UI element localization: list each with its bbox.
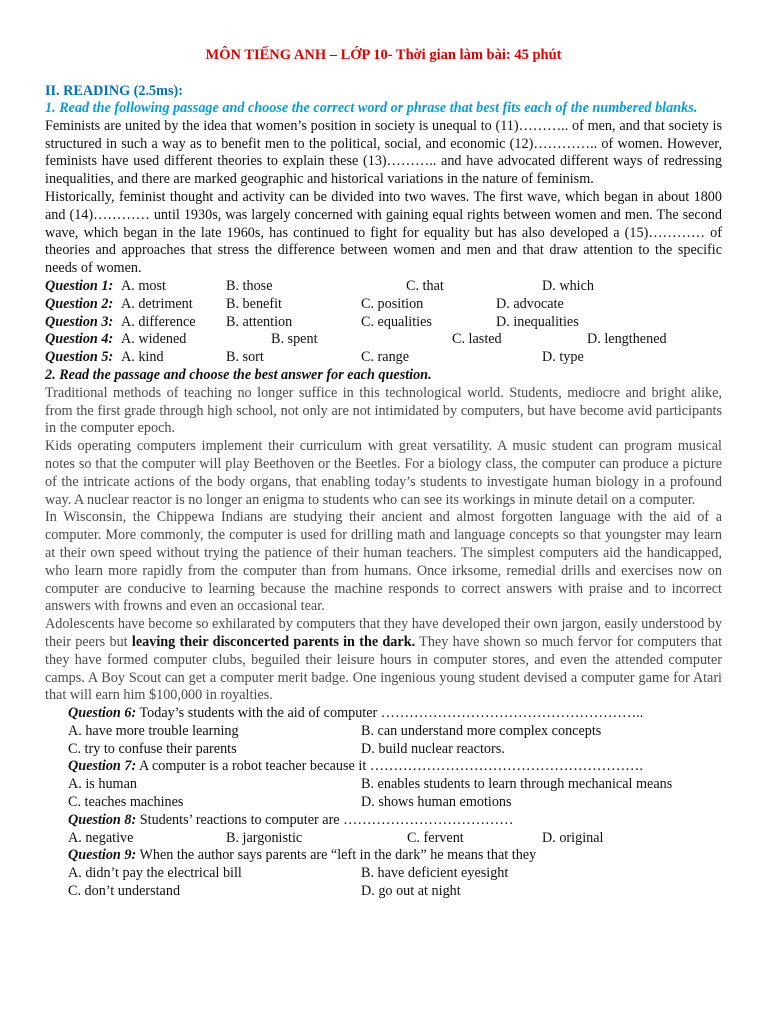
option-row [68,865,722,883]
part1-instruction [45,100,722,118]
option-d[interactable]: D. inequalities [496,313,579,330]
question-text: When the author says parents are “left in the dark” he means that they [136,847,537,864]
option-a[interactable]: A. have more trouble learning [68,722,239,739]
passage2-paragraph: Traditional methods of teaching no longer suffice in this technological world. Students, mediocre and bright alike, from the first grade through high school, not only are not intimidated by computers, but have become avid participants in the computer epoch. [45,384,722,437]
exam-title: MÔN TIẾNG ANH – LỚP 10- Thời gian làm bài: 45 phút [205,47,562,63]
question-label: Question 4: [45,331,114,348]
option-c[interactable]: C. equalities [361,313,432,330]
paragraph-text: Adolescents have become so exhilarated by computers that they have developed their own jargon, easily understood by their peers but [45,616,722,650]
option-row [68,723,722,741]
question-row [45,296,722,314]
option-d[interactable]: D. which [542,277,595,294]
option-d[interactable]: D. original [542,829,604,846]
option-a[interactable]: A. widened [121,331,187,348]
question-row [45,278,722,296]
question-label: Question 5: [45,349,114,366]
passage2-paragraph: Kids operating computers implement their curriculum with great versatility. A music student can program musical notes so that the computer will play Beethoven or the Beetles. For a biology class, the computer can produce a picture of the intricate actions of the body organs, that enabling today’s students to investigate human biology in a profound way. A nuclear reactor is no longer an enigma to students who can see its workings in minute detail on a computer. [45,438,722,508]
option-c[interactable]: C. that [406,277,444,294]
option-a[interactable]: A. difference [121,313,196,330]
option-b[interactable]: B. have deficient eyesight [361,865,509,882]
option-d[interactable]: D. shows human emotions [361,794,512,811]
part1-instruction-text: Read the following passage and choose the correct word or phrase that best fits each of the numbered blanks. [59,100,698,116]
option-c[interactable]: C. try to confuse their parents [68,740,237,757]
paragraph-text: They have shown so much fervor for computers that they have formed computer clubs, beguiled their leisure hours in computer stores, and even the attended computer camps. A Boy Scout can get a computer merit badge. One ingenious young student devised a computer game for Atari that will earn him $100,000 in royalties. [45,633,723,704]
question-row [45,331,722,349]
option-row [68,741,722,759]
option-a[interactable]: A. most [121,277,166,294]
option-b[interactable]: B. jargonistic [226,829,303,846]
option-c[interactable]: C. teaches machines [68,794,184,811]
part1-instruction-number: 1. [45,100,56,116]
option-b[interactable]: B. sort [226,349,264,366]
option-c[interactable]: C. fervent [407,829,464,846]
question-label: Question 2: [45,295,114,312]
question-text: Today’s students with the aid of computer ……………………………………………….. [136,705,644,722]
option-row [68,794,722,812]
question-row [45,349,722,367]
question-text: Students’ reactions to computer are ……………………………… [136,811,514,828]
option-a[interactable]: A. detriment [121,295,193,312]
option-a[interactable]: A. is human [68,776,137,793]
question-label: Question 8: [68,811,137,828]
question-label: Question 6: [68,705,137,722]
option-a[interactable]: A. didn’t pay the electrical bill [68,865,242,882]
option-b[interactable]: B. attention [226,313,293,330]
question-stem [68,705,722,723]
option-d[interactable]: D. go out at night [361,883,461,900]
question-label: Question 7: [68,758,137,775]
option-d[interactable]: D. build nuclear reactors. [361,740,505,757]
option-b[interactable]: B. spent [271,331,318,348]
option-b[interactable]: B. benefit [226,295,282,312]
option-c[interactable]: C. lasted [452,331,502,348]
exam-page [45,47,722,901]
question-stem [68,758,722,776]
passage2-paragraph: In Wisconsin, the Chippewa Indians are studying their ancient and almost forgotten language with the aid of a computer. More commonly, the computer is used for drilling math and language concepts so that youngster may learn at their own speed without trying the patience of their human teachers. The simplest computers aid the handicapped, who learn more rapidly from the computer than from humans. Once irksome, remedial drills and exercises now on computer are conducive to learning because the machine responds to correct answers with praise and to incorrect answers with frowns and even an occasional tear. [45,509,722,615]
question-label: Question 9: [68,847,137,864]
option-row [68,830,722,848]
option-b[interactable]: B. can understand more complex concepts [361,722,602,739]
option-c[interactable]: C. range [361,349,410,366]
option-c[interactable]: C. position [361,295,424,312]
option-d[interactable]: D. type [542,349,584,366]
option-b[interactable]: B. those [226,277,273,294]
option-d[interactable]: D. lengthened [587,331,667,348]
option-row [68,776,722,794]
question-label: Question 1: [45,277,114,294]
question-row [45,314,722,332]
question-stem [68,812,722,830]
option-c[interactable]: C. don’t understand [68,883,181,900]
option-row [68,883,722,901]
question-stem [68,847,722,865]
highlighted-phrase: leaving their disconcerted parents in the dark. [131,633,416,650]
passage1-paragraph: Historically, feminist thought and activity can be divided into two waves. The first wave, which began in about 1800 and (14)………… until 1930s, was largely concerned with gaining equal rights between women and men. The second wave, which began in the late 1960s, has continued to fight for equality but has also developed a (15)………… of theories and approaches that stress the difference between women and men and that draw attention to the specific needs of women. [45,188,722,277]
question-label: Question 3: [45,313,114,330]
passage2-paragraph [45,616,722,705]
part2-instruction: 2. Read the passage and choose the best answer for each question. [45,366,432,383]
section-heading: II. READING (2.5ms): [45,83,183,99]
option-a[interactable]: A. kind [121,349,164,366]
question-text: A computer is a robot teacher because it …………………………………………………. [136,758,643,775]
option-a[interactable]: A. negative [68,829,134,846]
option-b[interactable]: B. enables students to learn through mechanical means [361,776,673,793]
option-d[interactable]: D. advocate [496,295,564,312]
passage1-paragraph: Feminists are united by the idea that women’s position in society is unequal to (11)……….. of men, and that society is structured in such a way as to benefit men to the political, social, and economic (12)………….. of women. However, feminists have used different theories to explain these (13)……….. and have advocated different ways of redressing inequalities, and there are marked geographic and historical variations in the nature of feminism. [45,117,722,188]
